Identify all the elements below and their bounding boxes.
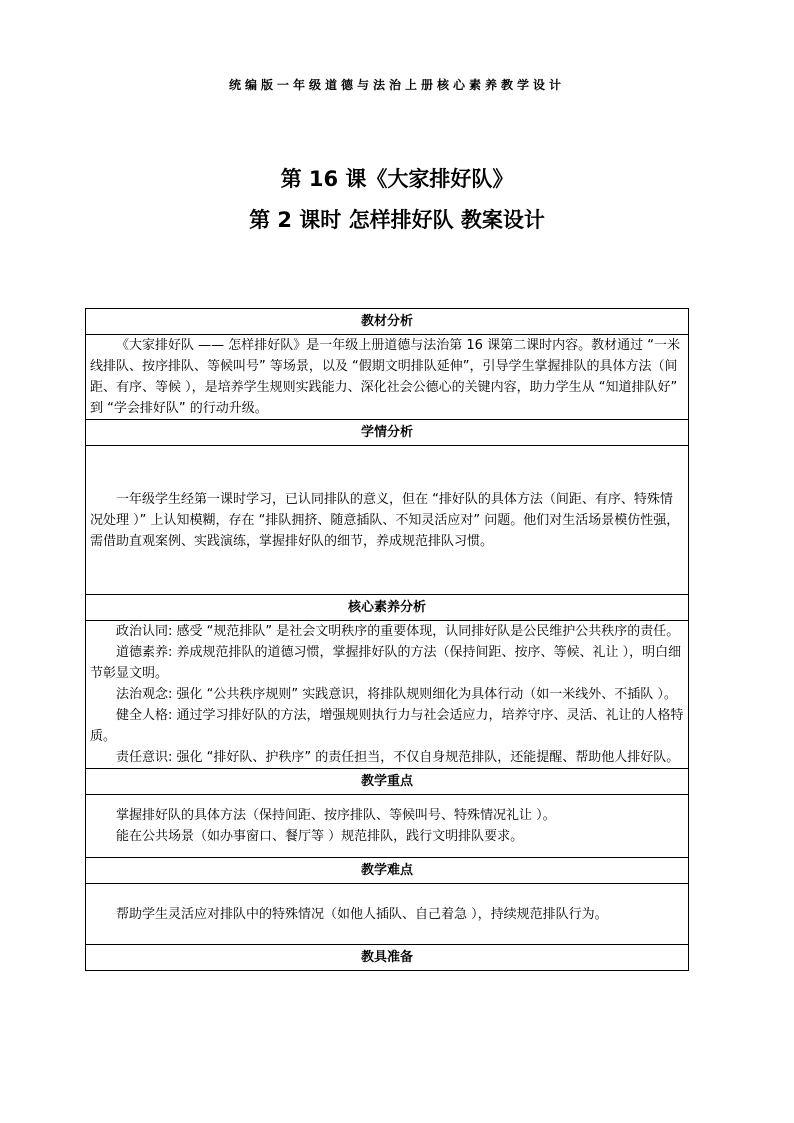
- teaching-difficulty-heading: 教学难点: [86, 858, 689, 884]
- core-literacy-personality: 健全人格: 通过学习排好队的方法，增强规则执行力与社会适应力，培养守序、灵活、礼让的人格特质。: [90, 708, 684, 744]
- student-analysis-heading: 学情分析: [86, 420, 689, 446]
- core-literacy-heading: 核心素养分析: [86, 595, 689, 621]
- core-literacy-legal: 法治观念: 强化 “公共秩序规则” 实践意识，将排队规则细化为具体行动（如一米线外、不插队 ）。: [116, 687, 677, 702]
- teaching-materials-heading: 教具准备: [86, 945, 689, 971]
- core-literacy-political: 政治认同: 感受 “规范排队” 是社会文明秩序的重要体现，认同排好队是公民维护公共秩序的责任。: [116, 624, 680, 639]
- lesson-title: 第 16 课《大家排好队》: [280, 167, 514, 191]
- document-header: 统编版一年级道德与法治上册核心素养教学设计: [228, 78, 565, 92]
- teaching-focus-item: 掌握排好队的具体方法（保持间距、按序排队、等候叫号、特殊情况礼让 ）。: [116, 808, 556, 823]
- core-literacy-responsibility: 责任意识: 强化 “排好队、护秩序” 的责任担当，不仅自身规范排队，还能提醒、帮助他人排好队。: [116, 750, 680, 765]
- material-analysis-text: 《大家排好队 —— 怎样排好队》是一年级上册道德与法治第 16 课第二课时内容。教材通过 “一米线排队、按序排队、等候叫号” 等场景，以及 “假期文明排队延伸”，引导学生掌握排队的具体方法（间距、有序、等候 ），是培养学生规则实践能力、深化社会公德心的关键内容，助力学生从 “知道排队好” 到 “学会排好队” 的行动升级。: [90, 338, 680, 416]
- teaching-focus-heading: 教学重点: [86, 769, 689, 795]
- lesson-subtitle: 第 2 课时 怎样排好队 教案设计: [249, 208, 545, 232]
- lesson-plan-table: [85, 308, 689, 971]
- teaching-focus-content: [86, 795, 689, 858]
- teaching-difficulty-content: [86, 884, 689, 945]
- material-analysis-content: [86, 335, 689, 420]
- material-analysis-heading: 教材分析: [86, 309, 689, 335]
- student-analysis-content: [86, 446, 689, 595]
- core-literacy-moral: 道德素养: 养成规范排队的道德习惯，掌握排好队的方法（保持间距、按序、等候、礼让 ），明白细节彰显文明。: [90, 645, 682, 681]
- teaching-difficulty-text: 帮助学生灵活应对排队中的特殊情况（如他人插队、自己着急 ），持续规范排队行为。: [116, 906, 608, 922]
- student-analysis-text: 一年级学生经第一课时学习，已认同排队的意义，但在 “排好队的具体方法（间距、有序、特殊情况处理 ）” 上认知模糊，存在 “排队拥挤、随意插队、不知灵活应对” 问题。他们对生活场景模仿性强，需借助直观案例、实践演练，掌握排好队的细节，养成规范排队习惯。: [90, 491, 680, 549]
- core-literacy-content: [86, 621, 689, 769]
- teaching-focus-item: 能在公共场景（如办事窗口、餐厅等 ）规范排队，践行文明排队要求。: [116, 829, 524, 844]
